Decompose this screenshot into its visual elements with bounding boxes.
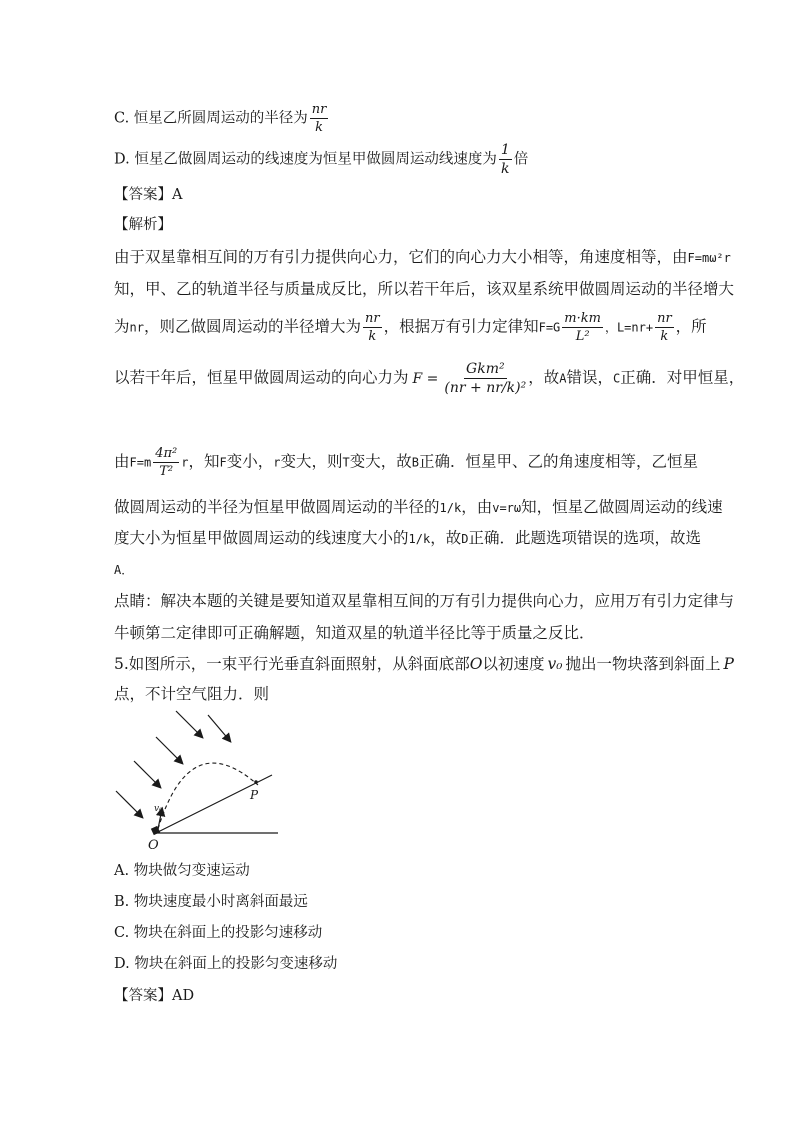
option-d-suffix: 倍 bbox=[513, 151, 529, 168]
trajectory-path bbox=[158, 763, 258, 829]
question-5-line-1 bbox=[114, 657, 734, 673]
analysis-line-6 bbox=[114, 500, 723, 516]
question-5-c: 抛出一物块落到斜面上 bbox=[565, 655, 721, 673]
analysis-line-5-frac bbox=[153, 447, 179, 478]
analysis-line-4-a: 以若干年后，恒星甲做圆周运动的向心力为 bbox=[114, 368, 409, 387]
analysis-line-4 bbox=[114, 362, 744, 395]
analysis-line-5-r: r bbox=[181, 455, 189, 470]
analysis-line-7 bbox=[114, 531, 701, 547]
analysis-line-3-fg: F=G bbox=[538, 320, 561, 335]
analysis-line-1-formula: F=mω²r bbox=[687, 251, 731, 265]
option-c-numerator: nr bbox=[311, 102, 327, 117]
analysis-line-5-d: ，知 bbox=[188, 452, 220, 471]
projectile-figure bbox=[110, 705, 290, 855]
option-d bbox=[114, 143, 528, 176]
question-5-a: 5.如图所示，一束平行光垂直斜面照射，从斜面底部 bbox=[114, 655, 470, 673]
question-5-line-2 bbox=[114, 687, 269, 703]
light-ray-1 bbox=[116, 791, 142, 817]
analysis-line-3-frac3 bbox=[655, 312, 674, 343]
analysis-line-4-e: C bbox=[612, 371, 621, 386]
force-formula-fraction bbox=[444, 362, 526, 395]
analysis-line-7-d: D bbox=[461, 532, 469, 546]
analysis-line-6-a: 做圆周运动的半径为恒星甲做圆周运动的半径的 bbox=[114, 498, 440, 516]
q5-option-d bbox=[114, 957, 337, 972]
analysis-line-3-c: ，则乙做圆周运动的半径增大为 bbox=[143, 317, 361, 336]
answer-line-1 bbox=[114, 188, 182, 203]
question-5-p: P bbox=[723, 655, 734, 673]
analysis-line-5-l: 正确．恒星甲、乙的角速度相等，乙恒星 bbox=[418, 452, 698, 471]
note-line-2-text: 牛顿第二定律即可正确解题，知道双星的轨道半径比等于质量之反比． bbox=[114, 624, 595, 642]
option-d-numerator: 1 bbox=[500, 142, 510, 158]
analysis-line-4-f: 正确．对甲恒星， bbox=[620, 368, 745, 387]
q5-option-a bbox=[114, 864, 250, 879]
q5-option-b bbox=[114, 895, 308, 910]
analysis-line-3-l: ，L=nr+ bbox=[604, 320, 654, 335]
analysis-heading: 【解析】 bbox=[114, 217, 172, 233]
analysis-line-5-f: 变小， bbox=[226, 452, 274, 471]
answer-1: 【答案】A bbox=[114, 187, 183, 203]
analysis-line-8-text: A． bbox=[114, 563, 134, 577]
q5-option-b-text: B. 物块速度最小时离斜面最远 bbox=[114, 894, 308, 910]
option-c-denominator: k bbox=[315, 119, 324, 135]
note-line-1-text: 点睛：解决本题的关键是要知道双星靠相互间的万有引力提供向心力，应用万有引力定律与 bbox=[114, 592, 735, 610]
period-frac-denominator: T² bbox=[159, 463, 174, 479]
analysis-line-6-c: ，由 bbox=[461, 498, 493, 516]
answer-2: 【答案】AD bbox=[114, 988, 195, 1004]
analysis-line-7-b: 1/k bbox=[408, 532, 431, 546]
analysis-line-7-c: ，故 bbox=[430, 529, 462, 547]
analysis-line-5-i: T bbox=[342, 455, 350, 470]
frac3-denominator: k bbox=[660, 328, 669, 344]
force-formula-denominator: (nr + nr/k)² bbox=[444, 379, 527, 396]
light-ray-3 bbox=[156, 737, 182, 763]
analysis-line-8 bbox=[114, 562, 133, 578]
analysis-line-7-a: 度大小为恒星甲做圆周运动的线速度大小的 bbox=[114, 529, 409, 547]
frac2-denominator: L² bbox=[575, 328, 590, 344]
analysis-line-5-fm: F=m bbox=[129, 455, 152, 470]
frac2-numerator: m·km bbox=[564, 311, 601, 326]
label-o: O bbox=[148, 838, 159, 853]
q5-option-a-text: A. 物块做匀变速运动 bbox=[114, 863, 250, 879]
q5-option-d-text: D. 物块在斜面上的投影匀变速移动 bbox=[114, 956, 338, 972]
note-line-1 bbox=[114, 594, 734, 610]
analysis-line-5-e: F bbox=[219, 455, 227, 470]
option-d-fraction bbox=[499, 143, 512, 176]
analysis-line-3-nr: nr bbox=[129, 320, 144, 335]
analysis-line-3-d: ，根据万有引力定律知 bbox=[383, 317, 539, 336]
question-5-v0: v₀ bbox=[547, 655, 563, 673]
analysis-line-5 bbox=[114, 447, 698, 478]
question-5-d: 点，不计空气阻力．则 bbox=[114, 685, 270, 703]
light-ray-5 bbox=[208, 715, 230, 741]
label-p: P bbox=[250, 788, 259, 802]
option-c-text: C. 恒星乙所圆周运动的半径为 bbox=[114, 110, 308, 127]
light-ray-4 bbox=[176, 711, 202, 737]
analysis-line-4-d: 错误， bbox=[566, 368, 613, 387]
analysis-line-5-k: B bbox=[411, 455, 419, 470]
question-5-b: 以初速度 bbox=[482, 655, 545, 673]
q5-option-c bbox=[114, 926, 322, 941]
analysis-line-6-e: 知，恒星乙做圆周运动的线速 bbox=[521, 498, 723, 516]
analysis-line-5-j: 变大，故 bbox=[349, 452, 412, 471]
note-line-2 bbox=[114, 626, 595, 642]
period-frac-numerator: 4π² bbox=[155, 446, 178, 461]
analysis-line-5-a: 由 bbox=[114, 452, 130, 471]
answer-line-2 bbox=[114, 989, 194, 1004]
frac1-numerator: nr bbox=[364, 311, 380, 326]
frac3-numerator: nr bbox=[657, 311, 672, 326]
force-formula-numerator: Gkm² bbox=[466, 361, 505, 377]
analysis-label bbox=[114, 218, 172, 233]
analysis-line-4-c: A bbox=[559, 371, 567, 386]
question-5-o: O bbox=[469, 655, 483, 673]
analysis-line-3-a: 为 bbox=[114, 317, 130, 336]
q5-option-c-text: C. 物块在斜面上的投影匀速移动 bbox=[114, 925, 323, 941]
analysis-line-3 bbox=[114, 312, 707, 343]
analysis-line-5-g: r bbox=[273, 455, 281, 470]
light-ray-2 bbox=[134, 761, 160, 787]
analysis-line-4-b: ，故 bbox=[528, 368, 560, 387]
option-c-fraction bbox=[310, 103, 329, 134]
label-v0: v₀ bbox=[154, 804, 163, 814]
analysis-line-6-b: 1/k bbox=[439, 501, 462, 515]
incline-line bbox=[156, 775, 272, 833]
option-d-denominator: k bbox=[501, 160, 510, 177]
option-d-text: D. 恒星乙做圆周运动的线速度为恒星甲做圆周运动线速度为 bbox=[114, 151, 497, 168]
analysis-line-5-h: 变大，则 bbox=[280, 452, 343, 471]
analysis-line-7-e: 正确．此题选项错误的选项，故选 bbox=[468, 529, 701, 547]
force-formula-lhs: F = bbox=[412, 370, 439, 387]
analysis-line-6-d: v=rω bbox=[492, 501, 522, 515]
analysis-line-1 bbox=[114, 250, 731, 266]
analysis-line-3-frac2 bbox=[562, 312, 603, 343]
option-c bbox=[114, 103, 330, 134]
analysis-line-3-g: ，所 bbox=[675, 317, 707, 336]
analysis-line-2-text: 知，甲、乙的轨道半径与质量成反比，所以若干年后，该双星系统甲做圆周运动的半径增大 bbox=[114, 280, 735, 298]
analysis-line-2 bbox=[114, 282, 734, 298]
analysis-line-3-frac1 bbox=[363, 312, 382, 343]
frac1-denominator: k bbox=[368, 328, 377, 344]
point-p bbox=[254, 780, 258, 784]
analysis-line-1-text: 由于双星靠相互间的万有引力提供向心力，它们的向心力大小相等，角速度相等，由 bbox=[114, 248, 688, 266]
